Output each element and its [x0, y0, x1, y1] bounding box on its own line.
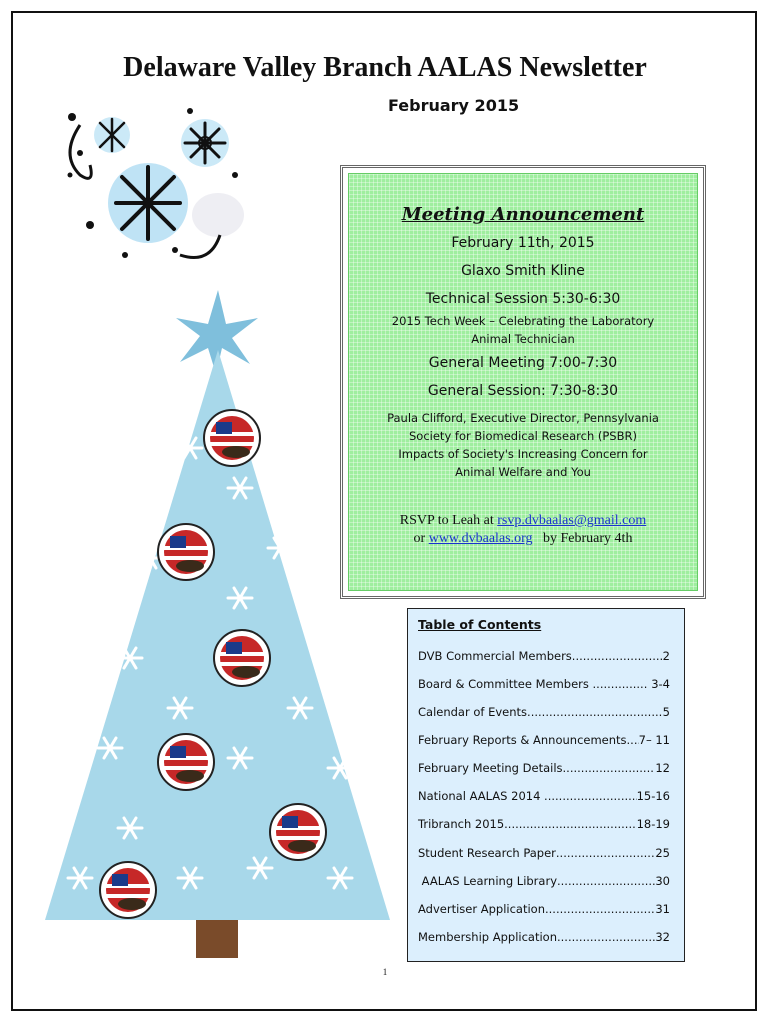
- snowflake-clipart: [60, 105, 250, 265]
- toc-item[interactable]: [418, 705, 670, 719]
- toc-item-label: Student Research Paper: [418, 846, 556, 860]
- meeting-announcement-panel: [348, 173, 698, 591]
- toc-leader: [544, 789, 637, 803]
- rsvp-or: or: [413, 531, 429, 546]
- toc-item-label: AALAS Learning Library: [418, 874, 557, 888]
- toc-leader: [545, 902, 655, 916]
- newsletter-title: Delaware Valley Branch AALAS Newsletter: [123, 52, 647, 83]
- toc-item-label: Tribranch 2015: [418, 817, 505, 831]
- toc-leader: [504, 817, 636, 831]
- toc-item-page: 2: [662, 649, 670, 663]
- speaker-line3: Impacts of Society's Increasing Concern for: [398, 447, 648, 461]
- toc-item[interactable]: [418, 789, 670, 803]
- rsvp-prefix: RSVP to Leah at: [399, 513, 498, 528]
- toc-item-page: 3-4: [647, 677, 670, 691]
- toc-item[interactable]: [418, 930, 670, 944]
- toc-leader: [572, 649, 663, 663]
- meeting-heading: Meeting Announcement: [401, 204, 645, 225]
- snowflake-icon: [108, 163, 188, 243]
- toc-item-label: Board & Committee Members: [418, 677, 593, 691]
- tech-topic-line2: Animal Technician: [471, 332, 575, 346]
- toc-leader: [627, 733, 639, 747]
- toc-item[interactable]: [418, 902, 670, 916]
- toc-leader: [557, 874, 655, 888]
- speaker-line1: Paula Clifford, Executive Director, Pennsylvania: [387, 411, 659, 425]
- toc-item-page: 5: [662, 705, 670, 719]
- toc-item[interactable]: [418, 677, 670, 691]
- toc-item-label: DVB Commercial Members: [418, 649, 572, 663]
- toc-item-label: Advertiser Application: [418, 902, 545, 916]
- page-number: 1: [382, 967, 388, 977]
- toc-item[interactable]: [418, 733, 670, 747]
- toc-leader: [593, 677, 648, 691]
- toc-item-page: 7– 11: [638, 733, 670, 747]
- speaker-line2: Society for Biomedical Research (PSBR): [409, 429, 637, 443]
- toc-item[interactable]: [418, 817, 670, 831]
- toc-item[interactable]: [418, 874, 670, 888]
- snowflake-icon: [181, 119, 229, 167]
- toc-item[interactable]: [418, 649, 670, 663]
- website-link[interactable]: www.dvbaalas.org: [428, 531, 533, 546]
- toc-item[interactable]: [418, 846, 670, 860]
- tree-trunk: [196, 920, 238, 958]
- toc-item[interactable]: [418, 761, 670, 775]
- toc-item-page: 18-19: [636, 817, 670, 831]
- toc-leader: [563, 761, 656, 775]
- meeting-announcement-box: [340, 165, 706, 599]
- rsvp-email-link[interactable]: rsvp.dvbaalas@gmail.com: [497, 513, 647, 528]
- toc-item-label: National AALAS 2014: [418, 789, 545, 803]
- general-meeting: General Meeting 7:00-7:30: [428, 355, 618, 371]
- rsvp-line1: [349, 512, 697, 530]
- toc-item-page: 15-16: [636, 789, 670, 803]
- toc-leader: [527, 705, 663, 719]
- snowflake-icon: [94, 117, 130, 153]
- toc-item-label: Calendar of Events: [418, 705, 528, 719]
- meeting-venue: Glaxo Smith Kline: [461, 263, 585, 279]
- table-of-contents: [407, 608, 685, 962]
- rsvp-line2: [349, 530, 697, 548]
- toc-item-page: 30: [655, 874, 670, 888]
- general-session: General Session: 7:30-8:30: [427, 383, 619, 399]
- toc-leader: [556, 846, 655, 860]
- toc-leader: [557, 930, 655, 944]
- toc-title: Table of Contents: [418, 617, 542, 632]
- meeting-date: February 11th, 2015: [451, 235, 595, 251]
- toc-item-page: 32: [655, 930, 670, 944]
- toc-item-label: February Meeting Details: [418, 761, 563, 775]
- toc-item-page: 25: [655, 846, 670, 860]
- toc-item-page: 31: [655, 902, 670, 916]
- toc-item-label: Membership Application: [418, 930, 557, 944]
- speaker-line4: Animal Welfare and You: [455, 465, 591, 479]
- technical-session: Technical Session 5:30-6:30: [425, 291, 621, 307]
- tech-topic-line1: 2015 Tech Week – Celebrating the Laboratory: [391, 314, 655, 328]
- toc-item-page: 12: [655, 761, 670, 775]
- rsvp-deadline: by February 4th: [532, 531, 633, 546]
- issue-date: February 2015: [388, 96, 520, 115]
- toc-item-label: February Reports & Announcements: [418, 733, 627, 747]
